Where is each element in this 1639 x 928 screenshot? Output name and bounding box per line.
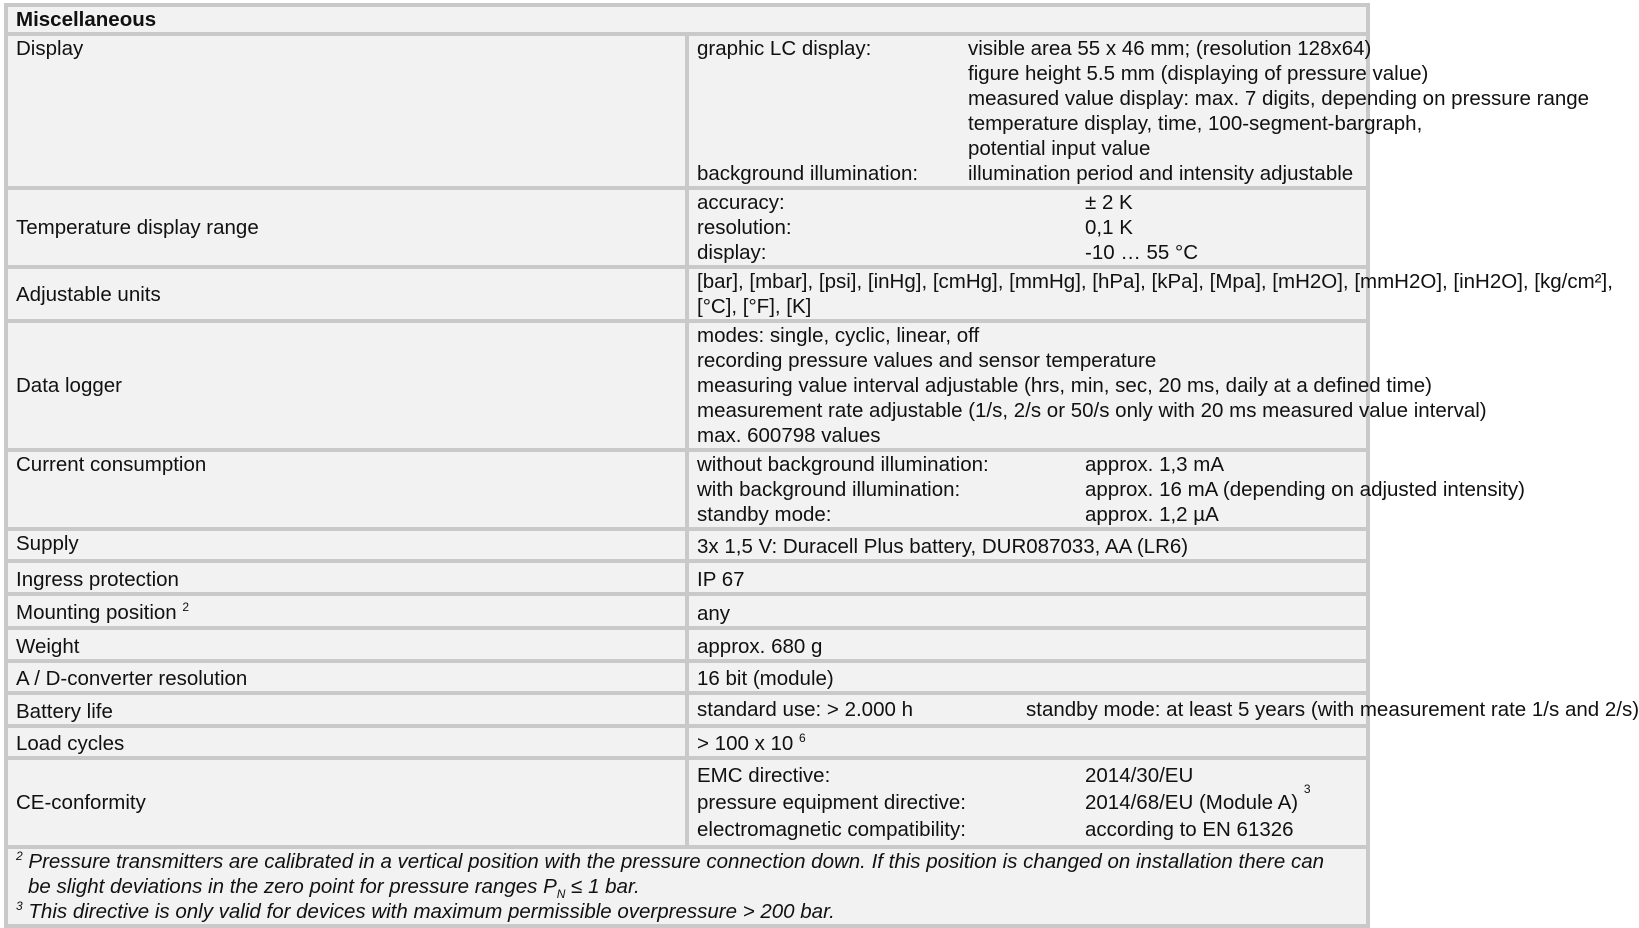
bg-key: background illumination: — [697, 162, 919, 185]
battery-standard: standard use: > 2.000 h — [697, 698, 913, 721]
temp-val: 0,1 K — [1085, 216, 1133, 239]
weight-val: approx. 680 g — [697, 635, 823, 658]
battery-standby: standby mode: at least 5 years (with measurement rate 1/s and 2/s) — [1026, 698, 1639, 721]
graphic-key: graphic LC display: — [697, 37, 872, 60]
current-val: approx. 16 mA (depending on adjusted intensity) — [1085, 478, 1525, 501]
footnote-2 — [16, 849, 1358, 874]
temp-val: -10 … 55 °C — [1085, 241, 1199, 264]
row-units — [6, 267, 1368, 321]
battery-value — [687, 693, 1639, 726]
ce-val: 2014/68/EU (Module A) — [1085, 791, 1299, 814]
temperature-label: Temperature display range — [6, 188, 687, 267]
ce-row — [697, 816, 1358, 843]
temp-row — [697, 190, 1358, 215]
row-supply — [6, 529, 1368, 561]
ce-value — [687, 758, 1368, 847]
display-label: Display — [6, 34, 687, 188]
current-key: with background illumination: — [697, 478, 961, 501]
footnotes — [6, 847, 1368, 926]
temp-row — [697, 215, 1358, 240]
supply-text: 3x 1,5 V: Duracell Plus battery, DUR087033, AA (LR6) — [697, 535, 1189, 558]
current-val: approx. 1,3 mA — [1085, 453, 1225, 476]
footnote-2-cont — [16, 874, 1358, 902]
current-key: standby mode: — [697, 503, 832, 526]
graphic-line-4: temperature display, time, 100-segment-bargraph, — [968, 112, 1423, 135]
current-label: Current consumption — [6, 450, 687, 529]
logger-line: measurement rate adjustable (1/s, 2/s or 50/s only with 20 ms measured value interval) — [697, 399, 1487, 422]
spec-table — [4, 3, 1639, 928]
cycles-label: Load cycles — [6, 726, 687, 758]
display-line-2 — [697, 61, 1429, 86]
graphic-line-1: visible area 55 x 46 mm; (resolution 128x64) — [968, 37, 1372, 60]
display-line-3 — [697, 86, 1590, 111]
section-header-row — [6, 5, 1368, 34]
temperature-value — [687, 188, 1368, 267]
cycles-exponent: 6 — [799, 731, 806, 745]
adc-label: A / D-converter resolution — [6, 661, 687, 693]
supply-value — [687, 529, 1368, 561]
ingress-value — [687, 561, 1368, 594]
footnote-3-text: This directive is only valid for devices with maximum permissible overpressure > 200 bar. — [28, 900, 835, 923]
units-line-1: [bar], [mbar], [psi], [inHg], [cmHg], [mmHg], [hPa], [kPa], [Mpa], [mH2O], [mmH2O], [inH2O], [kg/cm²], — [697, 270, 1613, 293]
current-key: without background illumination: — [697, 453, 989, 476]
ce-row — [697, 762, 1358, 789]
battery-label: Battery life — [6, 693, 687, 726]
footnote-ref-2: 2 — [182, 600, 190, 614]
temp-key: display: — [697, 241, 767, 264]
mounting-label — [6, 594, 687, 628]
current-value — [687, 450, 1525, 529]
row-temperature — [6, 188, 1368, 267]
current-row — [697, 452, 1358, 477]
graphic-line-2: figure height 5.5 mm (displaying of pressure value) — [968, 62, 1429, 85]
adc-value — [687, 661, 1368, 693]
specification-sheet — [4, 3, 1639, 928]
current-row — [697, 477, 1525, 502]
logger-value — [687, 321, 1487, 450]
row-cycles — [6, 726, 1368, 758]
display-graphic-line — [697, 36, 1372, 61]
weight-label: Weight — [6, 628, 687, 661]
adc-val: 16 bit (module) — [697, 667, 834, 690]
units-label: Adjustable units — [6, 267, 687, 321]
weight-value — [687, 628, 1368, 661]
temp-key: resolution: — [697, 216, 792, 239]
logger-label: Data logger — [6, 321, 687, 450]
logger-line: recording pressure values and sensor temperature — [697, 349, 1157, 372]
cycles-val: > 100 x 10 — [697, 732, 794, 755]
ce-key: pressure equipment directive: — [697, 791, 966, 814]
ce-row — [697, 782, 1358, 816]
row-logger — [6, 321, 1368, 450]
footnote-2-line-2: be slight deviations in the zero point for pressure ranges P — [28, 875, 557, 898]
display-value — [687, 34, 1590, 188]
supply-label: Supply — [6, 529, 687, 561]
section-title: Miscellaneous — [6, 5, 1368, 34]
footnote-3-mark: 3 — [16, 899, 23, 913]
bg-value: illumination period and intensity adjustable — [968, 162, 1354, 185]
display-line-4 — [697, 111, 1423, 136]
ce-key: EMC directive: — [697, 764, 831, 787]
footnote-2-line-2-end: ≤ 1 bar. — [565, 875, 640, 898]
units-value — [687, 267, 1613, 321]
display-bg-line — [697, 161, 1358, 186]
logger-line: measuring value interval adjustable (hrs, min, sec, 20 ms, daily at a defined time) — [697, 374, 1432, 397]
temp-val: ± 2 K — [1085, 191, 1133, 214]
row-ingress — [6, 561, 1368, 594]
mounting-value — [687, 594, 1368, 628]
ingress-label: Ingress protection — [6, 561, 687, 594]
row-mounting — [6, 594, 1368, 628]
ce-key: electromagnetic compatibility: — [697, 818, 966, 841]
temp-key: accuracy: — [697, 191, 785, 214]
logger-line: modes: single, cyclic, linear, off — [697, 324, 980, 347]
footnote-2-mark: 2 — [16, 849, 23, 863]
mounting-text: Mounting position — [16, 601, 177, 624]
units-line-2: [°C], [°F], [K] — [697, 295, 812, 318]
ce-val: 2014/30/EU — [1085, 764, 1194, 787]
graphic-line-3: measured value display: max. 7 digits, depending on pressure range — [968, 87, 1590, 110]
subscript-n: N — [556, 887, 566, 902]
footnote-ref-3: 3 — [1303, 782, 1311, 796]
footnote-3 — [16, 899, 1358, 924]
display-line-5 — [697, 136, 1358, 161]
ingress-text: IP 67 — [697, 568, 745, 591]
battery-line — [697, 697, 1639, 722]
mounting-val: any — [697, 602, 731, 625]
current-val: approx. 1,2 µA — [1085, 503, 1219, 526]
temp-row — [697, 240, 1358, 265]
current-row — [697, 502, 1358, 527]
row-weight — [6, 628, 1368, 661]
logger-line: max. 600798 values — [697, 424, 881, 447]
ce-label: CE-conformity — [6, 758, 687, 847]
row-adc — [6, 661, 1368, 693]
ce-val: according to EN 61326 — [1085, 818, 1294, 841]
row-current — [6, 450, 1368, 529]
footnotes-row — [6, 847, 1368, 926]
row-display — [6, 34, 1368, 188]
row-battery — [6, 693, 1368, 726]
row-ce — [6, 758, 1368, 847]
footnote-2-line-1: Pressure transmitters are calibrated in a vertical position with the pressure connection down. If this position is changed on installation there can — [28, 850, 1324, 873]
graphic-line-5: potential input value — [968, 137, 1151, 160]
cycles-value — [687, 726, 1368, 758]
